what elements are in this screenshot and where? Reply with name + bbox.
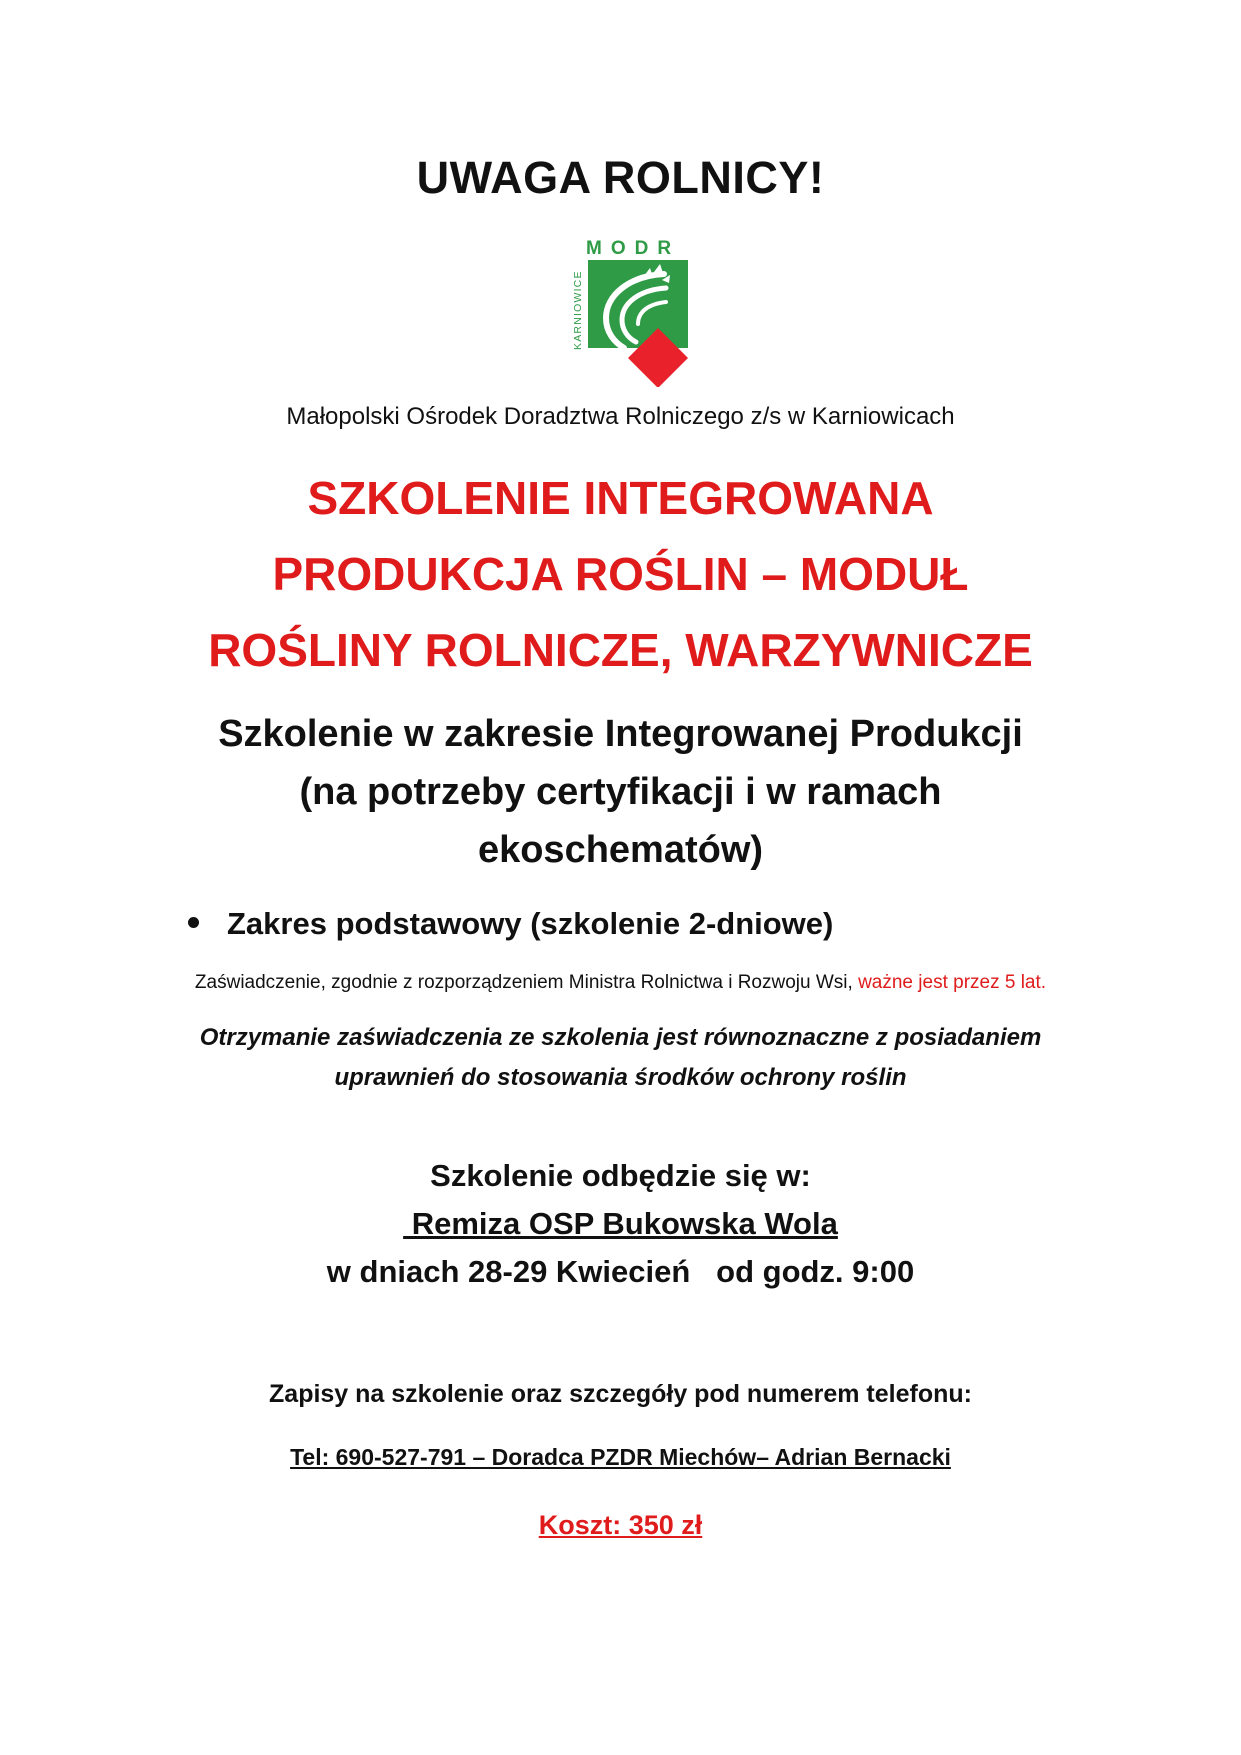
subtitle-line: (na potrzeby certyfikacji i w ramach xyxy=(299,771,942,813)
logo-top-text: MODR xyxy=(586,238,681,259)
logo-side-text: KARNIOWICE xyxy=(572,270,584,350)
certificate-text: Zaświadczenie, zgodnie z rozporządzeniem Ministra Rolnictwa i Rozwoju Wsi, xyxy=(194,972,853,993)
note-line: Otrzymanie zaświadczenia ze szkolenia jest równoznaczne z posiadaniem xyxy=(199,1024,1042,1051)
location-dates: w dniach 28-29 Kwiecień od godz. 9:00 xyxy=(326,1254,915,1289)
subtitle-line: Szkolenie w zakresie Integrowanej Produkcji xyxy=(218,713,1023,755)
headline: UWAGA ROLNICY! xyxy=(416,152,825,203)
training-title xyxy=(0,460,1241,688)
location-venue: Remiza OSP Bukowska Wola xyxy=(403,1206,838,1241)
certificate-validity: ważne jest przez 5 lat. xyxy=(858,972,1047,993)
title-line: SZKOLENIE INTEGROWANA xyxy=(307,472,934,524)
note-line: uprawnień do stosowania środków ochrony roślin xyxy=(334,1064,907,1091)
modr-logo xyxy=(566,232,696,387)
location-intro: Szkolenie odbędzie się w: xyxy=(430,1158,811,1193)
scope-bullet xyxy=(188,906,833,942)
scope-text: Zakres podstawowy (szkolenie 2-dniowe) xyxy=(227,906,834,941)
equivalence-note xyxy=(0,1018,1241,1098)
bullet-dot-icon xyxy=(188,917,199,928)
title-line: PRODUKCJA ROŚLIN – MODUŁ xyxy=(272,548,969,600)
training-cost: Koszt: 350 zł xyxy=(538,1510,703,1540)
subtitle-line: ekoschematów) xyxy=(477,829,764,871)
training-subtitle xyxy=(0,705,1241,879)
organization-name: Małopolski Ośrodek Doradztwa Rolniczego z/s w Karniowicach xyxy=(286,403,955,430)
certificate-info xyxy=(0,972,1241,994)
signup-info: Zapisy na szkolenie oraz szczegóły pod numerem telefonu: xyxy=(269,1380,972,1408)
training-location xyxy=(0,1152,1241,1296)
contact-phone: Tel: 690-527-791 – Doradca PZDR Miechów– Adrian Bernacki xyxy=(290,1444,951,1470)
logo-green-square xyxy=(588,260,688,348)
title-line: ROŚLINY ROLNICZE, WARZYWNICZE xyxy=(208,624,1033,676)
